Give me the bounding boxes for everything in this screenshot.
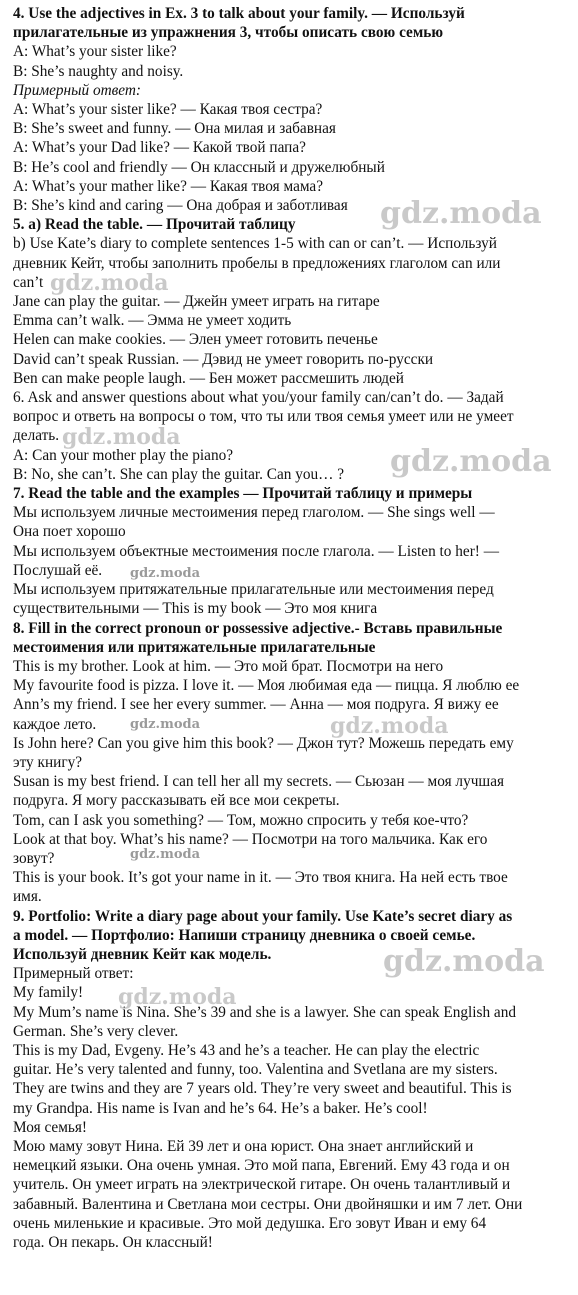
watermark: gdz.moda xyxy=(62,424,181,450)
text-line: This is my Dad, Evgeny. He’s 43 and he’s a teacher. He can play the electric xyxy=(13,1041,480,1059)
text-line: подруга. Я могу рассказывать ей все мои секреты. xyxy=(13,792,340,810)
text-line: эту книгу? xyxy=(13,753,83,771)
text-line: имя. xyxy=(13,888,42,906)
text-line: B: She’s naughty and noisy. xyxy=(13,62,184,80)
watermark: gdz.moda xyxy=(130,717,201,732)
text-line: учитель. Он умеет играть на электрической гитаре. Он очень талантливый и xyxy=(13,1176,511,1194)
text-line: B: He’s cool and friendly — Он классный и дружелюбный xyxy=(13,158,385,176)
text-line: a model. — Портфолио: Напиши страницу дневника о своей семье. xyxy=(13,926,476,944)
text-line: вопрос и ответь на вопросы о том, что ты или твоя семья умеет или не умеет xyxy=(13,408,514,426)
watermark: gdz.moda xyxy=(50,270,169,296)
text-line: A: What’s your sister like? — Какая твоя сестра? xyxy=(13,101,323,119)
text-line: b) Use Kate’s diary to complete sentences 1-5 with can or can’t. — Используй xyxy=(13,235,497,253)
text-line: Ben can make people laugh. — Бен может рассмешить людей xyxy=(13,369,404,387)
text-line: немецкий языки. Она очень умная. Это мой папа, Евгений. Ему 43 года и он xyxy=(13,1157,510,1175)
text-line: my Grandpa. His name is Ivan and he’s 64. He’s a baker. He’s cool! xyxy=(13,1099,428,1117)
text-line: зовут? xyxy=(13,849,55,867)
text-line: B: She’s sweet and funny. — Она милая и забавная xyxy=(13,120,336,138)
text-line: Послушай её. xyxy=(13,561,103,579)
text-line: Она поет хорошо xyxy=(13,523,126,541)
text-line: Мою маму зовут Нина. Ей 39 лет и она юрист. Она знает английский и xyxy=(13,1137,474,1155)
text-line: Мы используем объектные местоимения после глагола. — Listen to her! — xyxy=(13,542,500,560)
text-line: делать. xyxy=(13,427,60,445)
text-line: A: Can your mother play the piano? xyxy=(13,446,234,464)
text-line: дневник Кейт, чтобы заполнить пробелы в предложениях глаголом can или xyxy=(13,254,501,272)
document-text xyxy=(13,4,575,1252)
text-line: 9. Portfolio: Write a diary page about your family. Use Kate’s secret diary as xyxy=(13,907,513,925)
text-line: can’t xyxy=(13,273,44,291)
text-line: David can’t speak Russian. — Дэвид не умеет говорить по-русски xyxy=(13,350,434,368)
text-line: очень миленькие и красивые. Это мой дедушка. Его зовут Иван и ему 64 xyxy=(13,1214,487,1232)
text-line: местоимения или притяжательные прилагательные xyxy=(13,638,376,656)
text-line: My Mum’s name is Nina. She’s 39 and she is a lawyer. She can speak English and xyxy=(13,1003,517,1021)
text-line: This is my brother. Look at him. — Это мой брат. Посмотри на него xyxy=(13,657,444,675)
text-line: 4. Use the adjectives in Ex. 3 to talk about your family. — Используй xyxy=(13,5,465,22)
text-line: Susan is my best friend. I can tell her all my secrets. — Сьюзан — моя лучшая xyxy=(13,773,505,791)
text-line: German. She’s very clever. xyxy=(13,1022,179,1040)
text-line: Helen can make cookies. — Элен умеет готовить печенье xyxy=(13,331,378,349)
text-line: Используй дневник Кейт как модель. xyxy=(13,945,272,963)
text-line: guitar. He’s very talented and funny, too. Valentina and Svetlana are my sisters. xyxy=(13,1061,498,1079)
text-line: Look at that boy. What’s his name? — Посмотри на того мальчика. Как его xyxy=(13,830,488,848)
watermark: gdz.moda xyxy=(383,944,545,979)
text-line: A: What’s your Dad like? — Какой твой папа? xyxy=(13,139,306,157)
text-line: My family! xyxy=(13,984,84,1002)
text-line: My favourite food is pizza. I love it. — Моя любимая еда — пицца. Я люблю ее xyxy=(13,677,520,695)
text-line: забавный. Валентина и Светлана мои сестры. Они двойняшки и им 7 лет. Они xyxy=(13,1195,523,1213)
text-line: This is your book. It’s got your name in it. — Это твоя книга. На ней есть твое xyxy=(13,869,508,887)
text-line: 6. Ask and answer questions about what you/your family can/can’t do. — Задай xyxy=(13,389,504,407)
text-line: года. Он пекарь. Он классный! xyxy=(13,1234,213,1251)
text-line: Tom, can I ask you something? — Том, можно спросить у тебя кое-что? xyxy=(13,811,469,829)
watermark: gdz.moda xyxy=(380,196,542,231)
watermark: gdz.moda xyxy=(130,847,201,862)
text-line: A: What’s your mather like? — Какая твоя мама? xyxy=(13,177,324,195)
watermark: gdz.moda xyxy=(330,713,449,739)
watermark: gdz.moda xyxy=(390,444,552,479)
text-line: 7. Read the table and the examples — Прочитай таблицу и примеры xyxy=(13,485,473,503)
text-line: Примерный ответ: xyxy=(13,81,142,99)
text-line: прилагательные из упражнения 3, чтобы описать свою семью xyxy=(13,24,444,42)
text-line: существительными — This is my book — Это моя книга xyxy=(13,600,378,618)
text-line: 5. a) Read the table. — Прочитай таблицу xyxy=(13,216,296,234)
text-line: Is John here? Can you give him this book? — Джон тут? Можешь передать ему xyxy=(13,734,514,752)
watermark: gdz.moda xyxy=(130,566,201,581)
text-line: Ann’s my friend. I see her every summer. — Анна — моя подруга. Я вижу ее xyxy=(13,696,499,714)
text-line: Мы используем притяжательные прилагательные или местоимения перед xyxy=(13,581,494,599)
text-line: B: No, she can’t. She can play the guitar. Can you… ? xyxy=(13,465,345,483)
text-line: Примерный ответ: xyxy=(13,965,134,983)
text-line: They are twins and they are 7 years old. They’re very sweet and beautiful. This is xyxy=(13,1080,512,1098)
text-line: Моя семья! xyxy=(13,1118,87,1136)
text-line: 8. Fill in the correct pronoun or possessive adjective.- Вставь правильные xyxy=(13,619,503,637)
text-line: A: What’s your sister like? xyxy=(13,43,177,61)
text-line: Jane can play the guitar. — Джейн умеет играть на гитаре xyxy=(13,293,380,311)
text-line: B: She’s kind and caring — Она добрая и заботливая xyxy=(13,197,348,215)
watermark: gdz.moda xyxy=(118,984,237,1010)
text-line: Emma can’t walk. — Эмма не умеет ходить xyxy=(13,312,292,330)
text-line: каждое лето. xyxy=(13,715,97,733)
text-line: Мы используем личные местоимения перед глаголом. — She sings well — xyxy=(13,504,495,522)
